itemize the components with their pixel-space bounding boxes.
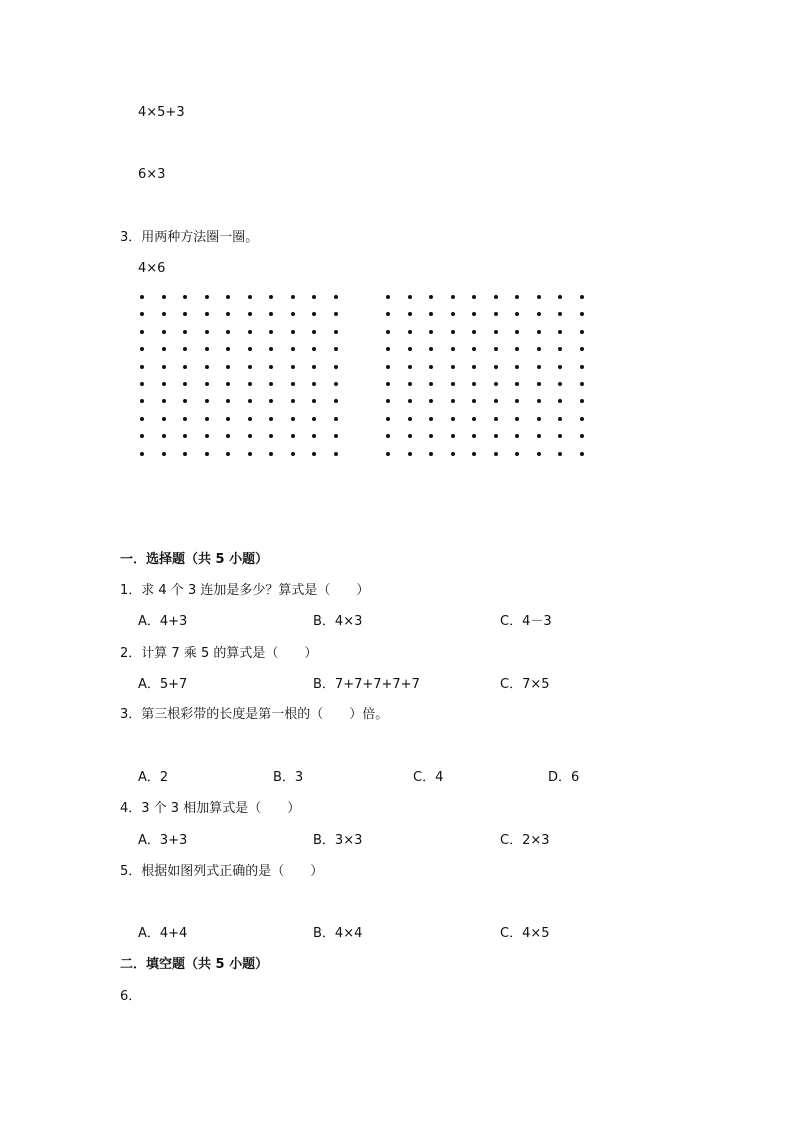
grid-dot xyxy=(334,399,338,403)
grid-dot xyxy=(558,382,562,386)
grid-dot xyxy=(537,399,541,403)
grid-dot xyxy=(558,312,562,316)
grid-dot xyxy=(205,295,209,299)
grid-dot xyxy=(537,295,541,299)
grid-dot xyxy=(205,382,209,386)
grid-dot xyxy=(580,382,584,386)
grid-dot xyxy=(162,399,166,403)
grid-dot xyxy=(183,452,187,456)
grid-dot xyxy=(429,312,433,316)
grid-dot xyxy=(580,347,584,351)
grid-dot xyxy=(269,347,273,351)
grid-dot xyxy=(248,434,252,438)
grid-dot xyxy=(183,295,187,299)
grid-dot xyxy=(248,295,252,299)
grid-dot xyxy=(312,382,316,386)
grid-dot xyxy=(269,312,273,316)
grid-dot xyxy=(408,330,412,334)
grid-dot xyxy=(205,417,209,421)
grid-dot xyxy=(537,417,541,421)
grid-dot xyxy=(494,330,498,334)
grid-dot xyxy=(248,399,252,403)
grid-dot xyxy=(183,365,187,369)
grid-dot xyxy=(537,434,541,438)
grid-dot xyxy=(515,312,519,316)
grid-dot xyxy=(140,399,144,403)
grid-dot xyxy=(334,417,338,421)
grid-dot xyxy=(451,347,455,351)
question-3-expression: 4×6 xyxy=(138,261,166,276)
grid-dot xyxy=(580,365,584,369)
grid-dot xyxy=(226,452,230,456)
dot-grid-left[interactable] xyxy=(140,295,346,461)
grid-dot xyxy=(312,417,316,421)
question-5-option-c[interactable]: C．4×5 xyxy=(500,926,550,941)
grid-dot xyxy=(205,330,209,334)
grid-dot xyxy=(515,452,519,456)
grid-dot xyxy=(334,295,338,299)
grid-dot xyxy=(269,399,273,403)
grid-dot xyxy=(515,399,519,403)
grid-dot xyxy=(162,417,166,421)
grid-dot xyxy=(429,434,433,438)
grid-dot xyxy=(205,434,209,438)
grid-dot xyxy=(248,330,252,334)
grid-dot xyxy=(334,382,338,386)
grid-dot xyxy=(226,347,230,351)
grid-dot xyxy=(312,434,316,438)
grid-dot xyxy=(312,295,316,299)
grid-dot xyxy=(558,417,562,421)
grid-dot xyxy=(291,382,295,386)
grid-dot xyxy=(558,452,562,456)
grid-dot xyxy=(291,347,295,351)
grid-dot xyxy=(269,417,273,421)
question-2-option-b[interactable]: B．7+7+7+7+7 xyxy=(313,677,420,692)
grid-dot xyxy=(429,295,433,299)
grid-dot xyxy=(334,347,338,351)
grid-dot xyxy=(494,347,498,351)
grid-dot xyxy=(537,365,541,369)
grid-dot xyxy=(515,365,519,369)
grid-dot xyxy=(408,295,412,299)
grid-dot xyxy=(494,434,498,438)
grid-dot xyxy=(334,330,338,334)
grid-dot xyxy=(291,417,295,421)
question-3-stem: 3．第三根彩带的长度是第一根的（ ）倍。 xyxy=(120,707,389,722)
grid-dot xyxy=(451,399,455,403)
grid-dot xyxy=(451,434,455,438)
question-6-stem: 6． xyxy=(120,989,142,1004)
grid-dot xyxy=(580,399,584,403)
grid-dot xyxy=(515,330,519,334)
grid-dot xyxy=(386,434,390,438)
expression-6x3: 6×3 xyxy=(138,167,166,182)
grid-dot xyxy=(248,365,252,369)
grid-dot xyxy=(408,312,412,316)
grid-dot xyxy=(537,452,541,456)
grid-dot xyxy=(558,347,562,351)
grid-dot xyxy=(451,452,455,456)
grid-dot xyxy=(472,347,476,351)
grid-dot xyxy=(183,399,187,403)
grid-dot xyxy=(312,347,316,351)
question-5-option-a[interactable]: A．4+4 xyxy=(138,926,188,941)
grid-dot xyxy=(312,312,316,316)
question-1-stem: 1．求 4 个 3 连加是多少？算式是（ ） xyxy=(120,583,370,598)
grid-dot xyxy=(205,365,209,369)
grid-dot xyxy=(269,365,273,369)
grid-dot xyxy=(386,347,390,351)
dot-grid-right[interactable] xyxy=(386,295,592,461)
grid-dot xyxy=(291,365,295,369)
grid-dot xyxy=(408,347,412,351)
question-2-option-a[interactable]: A．5+7 xyxy=(138,677,188,692)
grid-dot xyxy=(580,295,584,299)
grid-dot xyxy=(226,295,230,299)
expression-4x5plus3: 4×5+3 xyxy=(138,105,185,120)
grid-dot xyxy=(429,365,433,369)
grid-dot xyxy=(248,382,252,386)
grid-dot xyxy=(386,382,390,386)
question-1-option-b[interactable]: B．4×3 xyxy=(313,614,363,629)
question-3-option-a[interactable]: A．2 xyxy=(138,770,169,785)
grid-dot xyxy=(580,312,584,316)
grid-dot xyxy=(451,312,455,316)
question-3-option-d[interactable]: D．6 xyxy=(548,770,580,785)
grid-dot xyxy=(451,295,455,299)
grid-dot xyxy=(494,399,498,403)
grid-dot xyxy=(472,452,476,456)
grid-dot xyxy=(312,452,316,456)
grid-dot xyxy=(205,312,209,316)
grid-dot xyxy=(248,312,252,316)
grid-dot xyxy=(537,312,541,316)
grid-dot xyxy=(269,434,273,438)
question-4-stem: 4．3 个 3 相加算式是（ ） xyxy=(120,801,301,816)
question-2-option-c[interactable]: C．7×5 xyxy=(500,677,550,692)
grid-dot xyxy=(429,417,433,421)
grid-dot xyxy=(537,347,541,351)
grid-dot xyxy=(312,330,316,334)
grid-dot xyxy=(226,399,230,403)
grid-dot xyxy=(140,452,144,456)
grid-dot xyxy=(162,452,166,456)
grid-dot xyxy=(226,382,230,386)
grid-dot xyxy=(162,365,166,369)
grid-dot xyxy=(472,330,476,334)
grid-dot xyxy=(248,452,252,456)
question-5-stem: 5．根据如图列式正确的是（ ） xyxy=(120,864,324,879)
grid-dot xyxy=(334,312,338,316)
question-4-option-a[interactable]: A．3+3 xyxy=(138,833,188,848)
grid-dot xyxy=(140,382,144,386)
grid-dot xyxy=(334,434,338,438)
grid-dot xyxy=(269,330,273,334)
grid-dot xyxy=(494,382,498,386)
grid-dot xyxy=(226,330,230,334)
grid-dot xyxy=(205,452,209,456)
grid-dot xyxy=(558,434,562,438)
grid-dot xyxy=(558,330,562,334)
grid-dot xyxy=(515,347,519,351)
grid-dot xyxy=(580,434,584,438)
grid-dot xyxy=(472,434,476,438)
grid-dot xyxy=(162,312,166,316)
grid-dot xyxy=(472,312,476,316)
grid-dot xyxy=(494,417,498,421)
grid-dot xyxy=(140,434,144,438)
grid-dot xyxy=(386,330,390,334)
grid-dot xyxy=(558,295,562,299)
grid-dot xyxy=(226,434,230,438)
grid-dot xyxy=(494,295,498,299)
grid-dot xyxy=(334,365,338,369)
grid-dot xyxy=(537,330,541,334)
question-1-option-a[interactable]: A．4+3 xyxy=(138,614,188,629)
grid-dot xyxy=(494,312,498,316)
grid-dot xyxy=(386,312,390,316)
grid-dot xyxy=(386,399,390,403)
grid-dot xyxy=(558,399,562,403)
grid-dot xyxy=(248,417,252,421)
grid-dot xyxy=(140,330,144,334)
grid-dot xyxy=(515,382,519,386)
grid-dot xyxy=(408,434,412,438)
question-4-option-c[interactable]: C．2×3 xyxy=(500,833,550,848)
grid-dot xyxy=(226,312,230,316)
grid-dot xyxy=(140,312,144,316)
grid-dot xyxy=(334,452,338,456)
grid-dot xyxy=(248,347,252,351)
grid-dot xyxy=(472,399,476,403)
grid-dot xyxy=(183,312,187,316)
question-2-stem: 2．计算 7 乘 5 的算式是（ ） xyxy=(120,646,318,661)
grid-dot xyxy=(494,452,498,456)
grid-dot xyxy=(162,347,166,351)
grid-dot xyxy=(162,382,166,386)
grid-dot xyxy=(291,295,295,299)
question-4-option-b[interactable]: B．3×3 xyxy=(313,833,363,848)
grid-dot xyxy=(140,347,144,351)
grid-dot xyxy=(386,365,390,369)
grid-dot xyxy=(451,382,455,386)
grid-dot xyxy=(408,399,412,403)
grid-dot xyxy=(162,434,166,438)
grid-dot xyxy=(312,365,316,369)
grid-dot xyxy=(183,330,187,334)
grid-dot xyxy=(269,382,273,386)
grid-dot xyxy=(386,295,390,299)
grid-dot xyxy=(429,347,433,351)
section-2-title: 二．填空题（共 5 小题） xyxy=(120,957,269,972)
grid-dot xyxy=(451,417,455,421)
grid-dot xyxy=(183,347,187,351)
question-5-option-b[interactable]: B．4×4 xyxy=(313,926,363,941)
grid-dot xyxy=(140,417,144,421)
grid-dot xyxy=(291,312,295,316)
grid-dot xyxy=(140,295,144,299)
grid-dot xyxy=(451,365,455,369)
grid-dot xyxy=(269,452,273,456)
grid-dot xyxy=(580,417,584,421)
grid-dot xyxy=(515,295,519,299)
question-3-option-c[interactable]: C．4 xyxy=(413,770,444,785)
grid-dot xyxy=(408,417,412,421)
question-3-option-b[interactable]: B．3 xyxy=(273,770,304,785)
grid-dot xyxy=(312,399,316,403)
grid-dot xyxy=(472,295,476,299)
grid-dot xyxy=(429,382,433,386)
section-1-title: 一．选择题（共 5 小题） xyxy=(120,552,269,567)
grid-dot xyxy=(291,399,295,403)
grid-dot xyxy=(226,417,230,421)
grid-dot xyxy=(472,365,476,369)
grid-dot xyxy=(291,452,295,456)
grid-dot xyxy=(183,417,187,421)
grid-dot xyxy=(386,452,390,456)
grid-dot xyxy=(162,295,166,299)
grid-dot xyxy=(429,330,433,334)
grid-dot xyxy=(291,434,295,438)
grid-dot xyxy=(269,295,273,299)
question-3-instruction: 3．用两种方法圈一圈。 xyxy=(120,230,259,245)
grid-dot xyxy=(408,382,412,386)
grid-dot xyxy=(429,399,433,403)
grid-dot xyxy=(429,452,433,456)
grid-dot xyxy=(451,330,455,334)
grid-dot xyxy=(408,365,412,369)
grid-dot xyxy=(472,417,476,421)
grid-dot xyxy=(580,330,584,334)
grid-dot xyxy=(494,365,498,369)
grid-dot xyxy=(183,382,187,386)
grid-dot xyxy=(162,330,166,334)
question-1-option-c[interactable]: C．4－3 xyxy=(500,614,552,629)
grid-dot xyxy=(140,365,144,369)
grid-dot xyxy=(408,452,412,456)
grid-dot xyxy=(472,382,476,386)
grid-dot xyxy=(537,382,541,386)
grid-dot xyxy=(205,347,209,351)
grid-dot xyxy=(291,330,295,334)
grid-dot xyxy=(183,434,187,438)
grid-dot xyxy=(386,417,390,421)
grid-dot xyxy=(205,399,209,403)
grid-dot xyxy=(515,417,519,421)
grid-dot xyxy=(515,434,519,438)
grid-dot xyxy=(226,365,230,369)
grid-dot xyxy=(558,365,562,369)
grid-dot xyxy=(580,452,584,456)
